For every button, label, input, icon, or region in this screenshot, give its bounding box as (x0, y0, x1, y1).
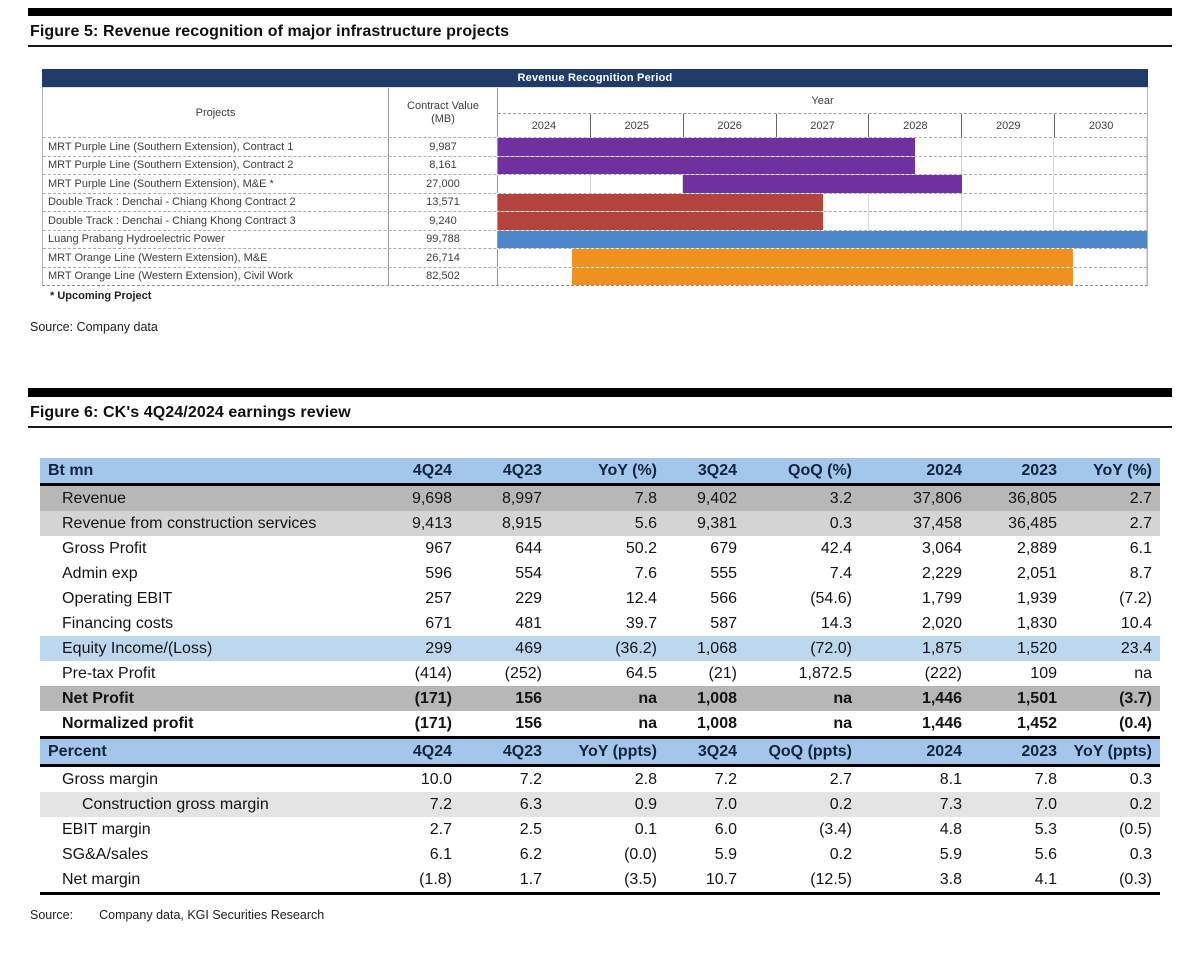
cell-value: 1,452 (1016, 714, 1057, 732)
year-tick: 2030 (1054, 114, 1147, 137)
cell-value: 4Q23 (460, 738, 550, 766)
cell-value: 8.7 (1129, 564, 1152, 582)
table-row (40, 842, 1160, 867)
cell-value: YoY (%) (1065, 458, 1160, 485)
gantt-bar (498, 194, 823, 212)
cell-value: 7.3 (860, 792, 970, 817)
report-page (0, 8, 1200, 922)
cell-value: 644 (515, 539, 542, 557)
cell-value: 7.8 (1034, 770, 1057, 788)
figure5-title: Figure 5: Revenue recognition of major infrastructure projects (30, 23, 510, 40)
timeline-cell (498, 231, 1147, 249)
cell-value: 1,008 (665, 686, 745, 711)
year-gridline-cell (498, 175, 591, 193)
cell-value: 3Q24 (665, 738, 745, 766)
gantt-bar (683, 175, 961, 193)
year-gridline-cell (591, 175, 684, 193)
table-row (40, 536, 1160, 561)
cell-value: (0.5) (1119, 820, 1152, 838)
cell-value: 9,413 (370, 511, 460, 536)
cell-value: 2.8 (634, 770, 657, 788)
cell-value: 4.8 (939, 820, 962, 838)
cell-value: 10.0 (420, 770, 452, 788)
cell-value: 2.7 (429, 820, 452, 838)
row-label: Gross margin (62, 770, 159, 788)
contract-value: 27,000 (389, 175, 498, 193)
figure5-source: Source: Company data (30, 320, 158, 334)
cell-value: (3.5) (624, 870, 657, 888)
cell-value: 7.2 (370, 792, 460, 817)
cell-value: 7.4 (829, 564, 852, 582)
cell-value: 1,446 (921, 714, 962, 732)
cell-value: 1,446 (860, 686, 970, 711)
cell-value: 9,698 (370, 485, 460, 512)
gantt-row (43, 193, 1147, 212)
cell-value: 10.4 (1120, 614, 1152, 632)
cell-value: 967 (425, 539, 452, 557)
cell-value: 0.3 (745, 511, 860, 536)
cell-value: 2024 (860, 738, 970, 766)
cell-value: YoY (ppts) (550, 738, 665, 766)
year-gridline-cell (1054, 194, 1147, 212)
table-row (40, 485, 1160, 512)
cell-value: 481 (515, 614, 542, 632)
cell-value: 109 (1030, 664, 1057, 682)
cell-value: 5.3 (1034, 820, 1057, 838)
cell-value: 7.8 (550, 485, 665, 512)
cell-value: 10.7 (705, 870, 737, 888)
year-gridline-cell (962, 212, 1055, 230)
cell-value: 156 (515, 714, 542, 732)
cell-value: 64.5 (625, 664, 657, 682)
gantt-bar (572, 249, 1073, 267)
year-tick: 2029 (961, 114, 1054, 137)
table-row (40, 561, 1160, 586)
year-gridline-cell (962, 194, 1055, 212)
cell-value: 156 (460, 686, 550, 711)
cell-value: 4.1 (1034, 870, 1057, 888)
cell-value: 2.7 (1065, 485, 1160, 512)
cell-value: 2.7 (829, 770, 852, 788)
cell-value: 1,520 (970, 636, 1065, 661)
row-label: Operating EBIT (62, 589, 173, 607)
contract-value-column-header (389, 88, 498, 137)
year-axis-header (498, 88, 1147, 137)
project-name: MRT Orange Line (Western Extension), M&E (43, 249, 389, 267)
year-gridline-cell (869, 212, 962, 230)
year-ticks-row (498, 113, 1147, 137)
cell-value: na (638, 714, 657, 732)
figure6-title: Figure 6: CK's 4Q24/2024 earnings review (30, 404, 351, 421)
cell-value: (222) (924, 664, 962, 682)
chart-footnote: * Upcoming Project (50, 290, 152, 302)
cell-value: (0.3) (1119, 870, 1152, 888)
cell-value: 36,805 (970, 485, 1065, 512)
table-row (40, 766, 1160, 793)
cell-value: (1.8) (419, 870, 452, 888)
project-name: MRT Purple Line (Southern Extension), Contract 2 (43, 157, 389, 175)
cell-value: YoY (%) (550, 458, 665, 485)
gantt-bar (572, 268, 1073, 286)
cell-value: 8,915 (460, 511, 550, 536)
cell-value: 12.4 (625, 589, 657, 607)
cell-value: 6.0 (714, 820, 737, 838)
table-row (40, 661, 1160, 686)
contract-value: 9,987 (389, 138, 498, 156)
cell-value: 5.6 (550, 511, 665, 536)
contract-value: 13,571 (389, 194, 498, 212)
figure6-title-underline (28, 426, 1172, 428)
row-label: Admin exp (62, 564, 138, 582)
cell-value: 9,381 (665, 511, 745, 536)
table-row (40, 611, 1160, 636)
project-name: Double Track : Denchai - Chiang Khong Contract 3 (43, 212, 389, 230)
year-gridline-cell (1054, 157, 1147, 175)
row-label: Net margin (62, 870, 141, 888)
cell-value: 7.0 (665, 792, 745, 817)
table-row (40, 686, 1160, 711)
cell-value: 4Q24 (370, 738, 460, 766)
row-label: Gross Profit (62, 539, 147, 557)
cell-value: 671 (425, 614, 452, 632)
cell-value: (12.5) (810, 870, 852, 888)
year-tick: 2028 (868, 114, 961, 137)
cell-value: 0.2 (829, 845, 852, 863)
cell-value: 0.1 (634, 820, 657, 838)
gantt-row (43, 156, 1147, 175)
cell-value: 7.2 (519, 770, 542, 788)
cell-value: 1.7 (519, 870, 542, 888)
cell-value: 229 (515, 589, 542, 607)
year-tick: 2026 (683, 114, 776, 137)
cell-value: 39.7 (625, 614, 657, 632)
year-tick: 2025 (590, 114, 683, 137)
gantt-row (43, 137, 1147, 156)
cell-value: 2,020 (921, 614, 962, 632)
year-gridline-cell (869, 194, 962, 212)
gantt-row (43, 211, 1147, 230)
cell-value: 37,806 (860, 485, 970, 512)
year-gridline-cell (1054, 175, 1147, 193)
row-label: Financing costs (62, 614, 174, 632)
row-label: Percent (40, 738, 370, 766)
gantt-row (43, 230, 1147, 249)
cell-value: 3Q24 (665, 458, 745, 485)
timeline-cell (498, 212, 1147, 230)
cell-value: 2.5 (519, 820, 542, 838)
year-tick: 2027 (776, 114, 869, 137)
cell-value: (0.4) (1119, 714, 1152, 732)
cell-value: 6.1 (1129, 539, 1152, 557)
cell-value: 37,458 (860, 511, 970, 536)
timeline-cell (498, 157, 1147, 175)
table-row (40, 586, 1160, 611)
figure6-source-label: Source: (30, 908, 74, 922)
cell-value: 0.9 (550, 792, 665, 817)
cell-value: 1,799 (921, 589, 962, 607)
year-gridline-cell (962, 157, 1055, 175)
gantt-row (43, 248, 1147, 267)
cell-value: na (550, 686, 665, 711)
row-label: Normalized profit (62, 714, 194, 732)
cell-value: QoQ (ppts) (745, 738, 860, 766)
cell-value: 50.2 (625, 539, 657, 557)
cell-value: 5.6 (1034, 845, 1057, 863)
cell-value: (414) (414, 664, 452, 682)
table-header-btmn (40, 458, 1160, 485)
cell-value: 0.3 (1129, 845, 1152, 863)
cell-value: 2023 (970, 458, 1065, 485)
table-row (40, 711, 1160, 738)
cell-value: 1,068 (665, 636, 745, 661)
revenue-recognition-chart (42, 69, 1148, 286)
cell-value: 2024 (860, 458, 970, 485)
cell-value: 2023 (970, 738, 1065, 766)
figure5-top-rule (28, 8, 1172, 16)
contract-value: 9,240 (389, 212, 498, 230)
project-name: MRT Orange Line (Western Extension), Civil Work (43, 268, 389, 286)
cell-value: 3.8 (939, 870, 962, 888)
cell-value: 1,830 (1016, 614, 1057, 632)
contract-value-line1: Contract Value (407, 99, 479, 112)
cell-value: (7.2) (1119, 589, 1152, 607)
year-gridline-cell (1054, 138, 1147, 156)
cell-value: (0.0) (624, 845, 657, 863)
cell-value: na (745, 686, 860, 711)
contract-value: 99,788 (389, 231, 498, 249)
earnings-table (40, 458, 1160, 895)
contract-value: 82,502 (389, 268, 498, 286)
cell-value: (252) (504, 664, 542, 682)
cell-value: 679 (710, 539, 737, 557)
cell-value: 2,229 (921, 564, 962, 582)
cell-value: 1,875 (860, 636, 970, 661)
cell-value: 6.1 (429, 845, 452, 863)
table-header-percent (40, 738, 1160, 766)
cell-value: 554 (515, 564, 542, 582)
gantt-bar (498, 138, 915, 156)
row-label: EBIT margin (62, 820, 151, 838)
row-label: Revenue (40, 485, 370, 512)
cell-value: 8,997 (460, 485, 550, 512)
cell-value: 257 (425, 589, 452, 607)
cell-value: 7.0 (970, 792, 1065, 817)
gantt-row (43, 267, 1147, 286)
cell-value: 3.2 (745, 485, 860, 512)
cell-value: 4Q24 (370, 458, 460, 485)
gantt-rows (42, 137, 1148, 286)
cell-value: YoY (ppts) (1065, 738, 1160, 766)
contract-value: 26,714 (389, 249, 498, 267)
timeline-cell (498, 268, 1147, 286)
timeline-cell (498, 175, 1147, 193)
cell-value: (21) (708, 664, 737, 682)
cell-value: 36,485 (970, 511, 1065, 536)
cell-value: 0.2 (745, 792, 860, 817)
year-gridline-cell (1054, 212, 1147, 230)
year-gridline-cell (962, 138, 1055, 156)
cell-value: 596 (425, 564, 452, 582)
cell-value: 6.2 (519, 845, 542, 863)
cell-value: 1,872.5 (798, 664, 852, 682)
gantt-bar (498, 157, 915, 175)
cell-value: 2,889 (1016, 539, 1057, 557)
cell-value: 6.3 (460, 792, 550, 817)
chart-header-bar (42, 69, 1148, 87)
row-label: Revenue from construction services (40, 511, 370, 536)
section-divider (28, 388, 1172, 397)
cell-value: 0.2 (1065, 792, 1160, 817)
gantt-row (43, 174, 1147, 193)
cell-value: 587 (710, 614, 737, 632)
cell-value: (36.2) (550, 636, 665, 661)
timeline-cell (498, 249, 1147, 267)
row-label: Bt mn (40, 458, 370, 485)
row-label: Equity Income/(Loss) (40, 636, 370, 661)
cell-value: 5.9 (714, 845, 737, 863)
cell-value: 1,939 (1016, 589, 1057, 607)
cell-value: 2,051 (1016, 564, 1057, 582)
contract-value: 8,161 (389, 157, 498, 175)
cell-value: 566 (710, 589, 737, 607)
figure5-title-underline (28, 45, 1172, 47)
cell-value: 1,501 (970, 686, 1065, 711)
cell-value: (3.4) (819, 820, 852, 838)
cell-value: 42.4 (820, 539, 852, 557)
contract-value-line2: (MB) (431, 112, 455, 125)
cell-value: 7.6 (634, 564, 657, 582)
table-row (40, 792, 1160, 817)
project-name: MRT Purple Line (Southern Extension), Contract 1 (43, 138, 389, 156)
cell-value: 14.3 (820, 614, 852, 632)
table-row (40, 636, 1160, 661)
row-label: Construction gross margin (40, 792, 370, 817)
chart-header-label: Revenue Recognition Period (517, 72, 673, 84)
figure6-source (30, 908, 1172, 922)
year-tick: 2024 (531, 119, 557, 132)
project-name: Double Track : Denchai - Chiang Khong Contract 2 (43, 194, 389, 212)
cell-value: 9,402 (665, 485, 745, 512)
cell-value: QoQ (%) (745, 458, 860, 485)
chart-column-headers (42, 87, 1148, 137)
cell-value: na (1134, 664, 1152, 682)
cell-value: (54.6) (810, 589, 852, 607)
project-name: Luang Prabang Hydroelectric Power (43, 231, 389, 249)
cell-value: 7.2 (714, 770, 737, 788)
year-axis-label: Year (811, 94, 834, 107)
table-row (40, 867, 1160, 894)
cell-value: 1,008 (696, 714, 737, 732)
year-gridline-cell (962, 175, 1055, 193)
cell-value: 23.4 (1065, 636, 1160, 661)
row-label: SG&A/sales (62, 845, 149, 863)
cell-value: 299 (370, 636, 460, 661)
cell-value: 0.3 (1129, 770, 1152, 788)
project-name: MRT Purple Line (Southern Extension), M&E * (43, 175, 389, 193)
row-label: Pre-tax Profit (62, 664, 156, 682)
timeline-cell (498, 194, 1147, 212)
cell-value: (3.7) (1065, 686, 1160, 711)
cell-value: 555 (710, 564, 737, 582)
cell-value: (171) (414, 714, 452, 732)
figure6-source-text: Company data, KGI Securities Research (99, 908, 325, 922)
cell-value: 5.9 (939, 845, 962, 863)
gantt-bar (498, 212, 823, 230)
timeline-cell (498, 138, 1147, 156)
cell-value: 4Q23 (460, 458, 550, 485)
cell-value: (72.0) (745, 636, 860, 661)
table-row (40, 511, 1160, 536)
cell-value: 8.1 (939, 770, 962, 788)
cell-value: na (833, 714, 852, 732)
projects-column-header: Projects (43, 88, 389, 137)
row-label: Net Profit (40, 686, 370, 711)
cell-value: (171) (370, 686, 460, 711)
gantt-bar (498, 231, 1147, 249)
cell-value: 2.7 (1065, 511, 1160, 536)
cell-value: 3,064 (921, 539, 962, 557)
cell-value: 469 (460, 636, 550, 661)
table-row (40, 817, 1160, 842)
